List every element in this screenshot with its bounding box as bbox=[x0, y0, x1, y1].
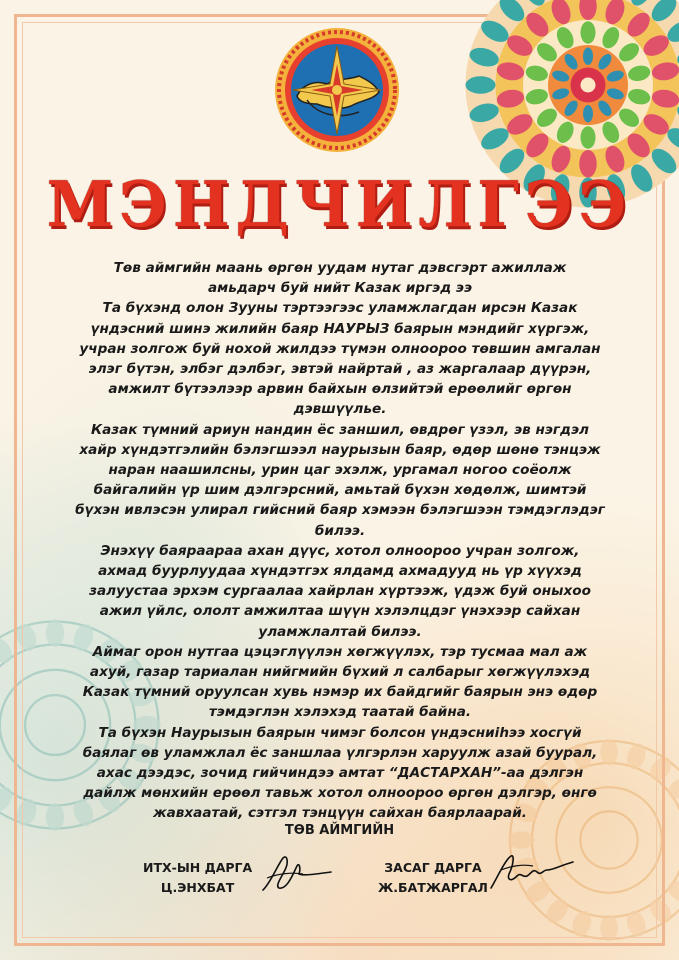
signer-right-position: ЗАСАГ ДАРГА bbox=[384, 860, 482, 875]
greeting-line: Аймаг орон нутгаа цэцэглүүлэн хөгжүүлэх, тэр тусмаа мал аж bbox=[92, 643, 588, 660]
greeting-line: Казак түмний оруулсан хувь нэмэр их байдгийг баярын энэ өдөр bbox=[82, 684, 598, 701]
greeting-line: Казак түмний ариун нандин ёс заншил, өвдрөг үзэл, эв нэгдэл bbox=[90, 421, 590, 438]
greeting-line: ахмад буурлуудаа хүндэтгэх ялдамд ахмадууд нь үр хүүхэд bbox=[98, 563, 582, 580]
greeting-paragraph bbox=[60, 723, 620, 824]
greeting-line: Та бүхэн Наурызын баярын чимэг болсон үндэсниihээ хосгүй bbox=[98, 724, 582, 741]
greeting-line: байгалийн үр шим дэлгэрсний, амьтай бүхэн хөдөлж, шимтэй bbox=[93, 482, 587, 499]
greeting-paragraph bbox=[60, 298, 620, 419]
greeting-line: Энэхүү баяраараа ахан дүүс, хотол олноороо учран золгож, bbox=[100, 542, 580, 559]
greeting-line: ахас дээдэс, зочид гийчиндээ амтат “ДАСТАРХАН”-аа дэлгэн bbox=[96, 765, 584, 782]
signature-org: ТӨВ АЙМГИЙН bbox=[284, 823, 395, 838]
greeting-line: үндэсний шинэ жилийн баяр НАУРЫЗ баярын мэндийг хүргэж, bbox=[90, 320, 590, 337]
signer-left bbox=[143, 858, 252, 898]
greeting-line: Та бүхэнд олон Зууны тэртээгээс уламжлагдан ирсэн Казак bbox=[102, 300, 578, 317]
greeting-paragraph bbox=[60, 642, 620, 723]
greeting-paragraph bbox=[60, 258, 620, 298]
signature-left-icon bbox=[257, 852, 337, 894]
signer-right-name: Ж.БАТЖАРГАЛ bbox=[378, 880, 488, 895]
greeting-line: ахуй, газар тариалан нийгмийн бүхий л салбарыг хөгжүүлэхэд bbox=[89, 664, 591, 681]
greeting-line: баялаг өв уламжлал ёс заншлаа үлгэрлэн харуулж азай буурал, bbox=[82, 744, 598, 761]
signer-left-name: Ц.ЭНХБАТ bbox=[160, 880, 235, 895]
greeting-line: жавхаатай, сэтгэл тэнцүүн сайхан баярлаарай. bbox=[153, 805, 527, 822]
greeting-line: элэг бүтэн, элбэг дэлбэг, эвтэй найртай , аз жаргалаар дүүрэн, bbox=[88, 361, 592, 378]
greeting-line: залуустаа эрхэм сургаалаа хайрлан хүртээж, үдэж буй оныхоо bbox=[89, 583, 591, 600]
greeting-line: наран наашилсны, урин цаг эхэлж, ургамал ногоо соёолж bbox=[108, 462, 572, 479]
greeting-line: ажил үйлс, ололт амжилтаа шүүн хэлэлцдэг үнэхээр сайхан bbox=[99, 603, 581, 620]
greeting-line: Төв аймгийн маань өргөн уудам нутаг дэвсгэрт ажиллаж bbox=[113, 260, 567, 276]
greeting-line: бүхэн ивлэсэн улирал гийсний баяр хэмээн бэлэгшээн тэмдэглэдэг bbox=[75, 502, 605, 519]
greeting-paragraph bbox=[60, 420, 620, 541]
greeting-line: хайр хүндэтгэлийн бэлэгшээл наурызын баяр, өдөр шөнө тэнцэж bbox=[79, 441, 601, 458]
signer-left-position: ИТХ-ЫН ДАРГА bbox=[143, 860, 253, 875]
greeting-paragraph bbox=[60, 541, 620, 642]
greeting-line: дэвшүүлье. bbox=[293, 401, 387, 418]
greeting-line: тэмдэглэн хэлэхэд таатай байна. bbox=[208, 704, 472, 721]
greeting-line: дайлж мөнхийн ерөөл тавьж хотол олноороо өргөн дэлгэр, өнгө bbox=[83, 785, 597, 802]
greeting-line: учран золгож буй нохой жилдээ түмэн олноороо төвшин амгалан bbox=[79, 340, 601, 357]
tov-aimag-emblem-icon bbox=[273, 26, 401, 154]
greeting-line: амьдарч буй нийт Казак иргэд ээ bbox=[207, 280, 473, 297]
signer-right bbox=[378, 858, 488, 898]
page-title: МЭНДЧИЛГЭЭ bbox=[46, 168, 633, 242]
greeting-line: амжилт бүтээлээр арвин байхын өлзийтэй ерөөлийг өргөн bbox=[108, 381, 572, 398]
greeting-line: уламжлалтай билээ. bbox=[258, 623, 422, 640]
greeting-body bbox=[60, 258, 620, 824]
signature-right-icon bbox=[487, 848, 577, 894]
greeting-line: билээ. bbox=[314, 522, 366, 539]
